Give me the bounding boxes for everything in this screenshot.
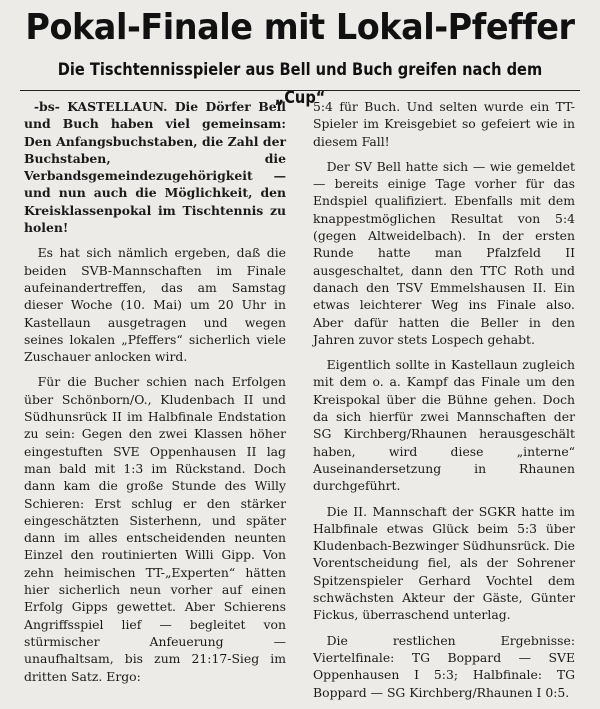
subheadline: Die Tischtennisspieler aus Bell und Buch greifen nach dem „Cup“	[57, 60, 543, 108]
article-paragraph: Für die Bucher schien nach Erfolgen über Schönborn/O., Kludenbach II und Südhunsrück II im Halbfinale Endstation zu sein: Gegen den zwei Klassen höher eingestuften SVE Oppenhausen II lag man bald mit 1:3 im Rückstand. Doch dann kam die große Stunde des Willy Schieren: Erst schlug er den stärker eingeschätzten Sisterhenn, und später dann im alles entscheidenden neunten Einzel den routinierten Willi Gipp. Von zehn heimischen TT-„Experten“ hätten hier sicherlich neun vorher auf einen Erfolg Gipps gewettet. Aber Schierens Angriffsspiel lief — begleitet von stürmischer Anfeuerung — unaufhaltsam, bis zum 21:17-Sieg im dritten Satz. Ergo:	[24, 374, 286, 684]
article-paragraph: Es hat sich nämlich ergeben, daß die beiden SVB-Mannschaften im Finale aufeinandertreffen, das am Samstag dieser Woche (10. Mai) um 20 Uhr in Kastellaun ausgetragen und wegen seines lokalen „Pfeffers“ sicherlich viele Zuschauer anlocken wird.	[24, 245, 286, 365]
article-paragraph: Die II. Mannschaft der SGKR hatte im Halbfinale etwas Glück beim 5:3 über Kludenbach-Bezwinger Südhunsrück. Die Vorentscheidung fiel, als der Sohrener Spitzenspieler Gerhard Vochtel dem schwächsten Akteur der Gäste, Günter Fickus, überraschend unterlag.	[313, 503, 575, 623]
article-paragraph: Der SV Bell hatte sich — wie gemeldet — bereits einige Tage vorher für das Endspiel qualifiziert. Ebenfalls mit dem knappestmöglichen Resultat von 5:4 (gegen Altweidelbach). In der ersten Runde hatte man Pfalzfeld II ausgeschaltet, dann den TTC Roth und danach den TSV Emmelshausen II. Ein etwas leichterer Weg ins Finale also. Aber dafür hatten die Beller in den Jahren zuvor stets Lospech gehabt.	[313, 158, 575, 347]
article-paragraph: 5:4 für Buch. Und selten wurde ein TT-Spieler im Kreisgebiet so gefeiert wie in diesem Fall!	[313, 99, 575, 149]
headline: Pokal-Finale mit Lokal-Pfeffer	[25, 7, 575, 48]
article-paragraph: Eigentlich sollte in Kastellaun zugleich mit dem o. a. Kampf das Finale um den Kreispokal über die Bühne gehen. Doch da sich hierfür zwei Mannschaften der SG Kirchberg/Rhaunen herausgeschält haben, wird diese „interne“ Auseinandersetzung in Rhaunen durchgeführt.	[313, 357, 575, 494]
article-left-column	[24, 98, 286, 693]
article-results-paragraph: Die restlichen Ergebnisse: Viertelfinale: TG Boppard — SVE Oppenhausen I 5:3; Halbfinale: TG Boppard — SG Kirchberg/Rhaunen I 0:5.	[313, 632, 575, 700]
article-lead-paragraph: -bs- KASTELLAUN. Die Dörfer Bell und Buch haben viel gemeinsam: Den Anfangsbuchstaben, die Zahl der Buchstaben, die Verbandsgemeindezugehörigkeit — und nun auch die Möglichkeit, den Kreisklassenpokal im Tischtennis zu holen!	[24, 99, 286, 236]
header-divider	[20, 90, 580, 91]
article-right-column	[313, 98, 575, 709]
